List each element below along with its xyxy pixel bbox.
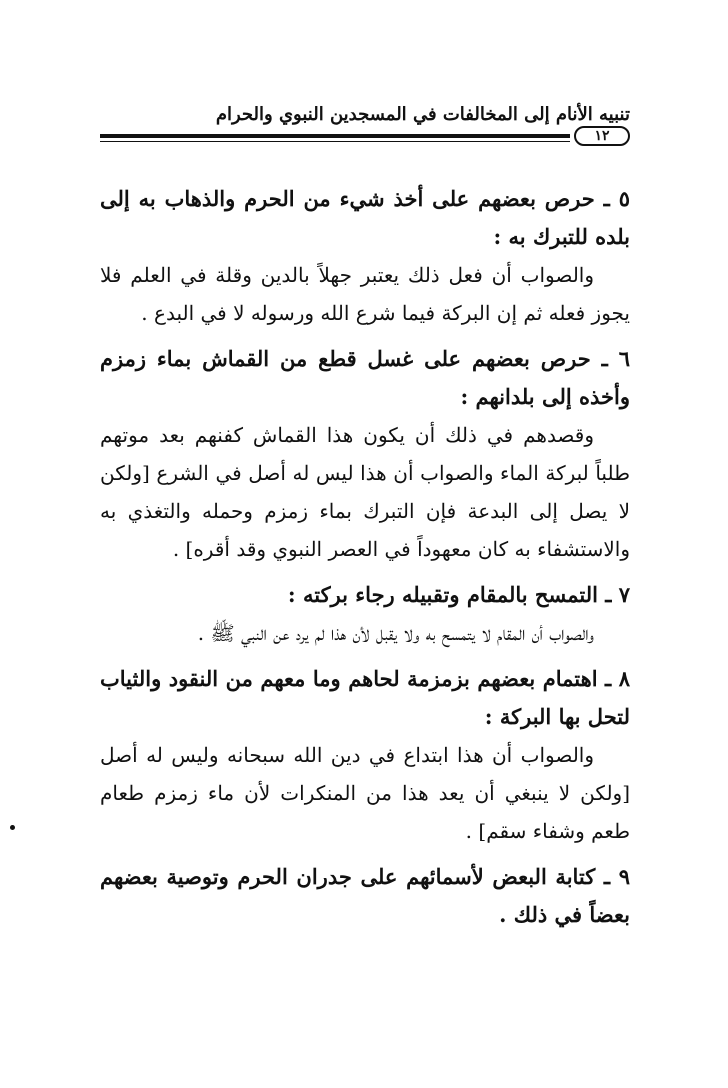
item-body-6: وقصدهم في ذلك أن يكون هذا القماش كفنهم بعد موتهم طلباً لبركة الماء والصواب أن هذا ليس له أصل في الشرع [ولكن لا يصل إلى البدعة فإن التبرك بماء زمزم وحمله والتغذي به والاستشفاء به كان معهوداً في العصر النبوي وقد أقره] . xyxy=(100,423,630,561)
header-rule-thin xyxy=(100,141,570,142)
page-number: ١٢ xyxy=(574,126,630,146)
item-heading-5: ٥ ـ حرص بعضهم على أخذ شيء من الحرم والذهاب به إلى بلده للتبرك به : xyxy=(100,186,630,249)
header-rule-thick xyxy=(100,134,570,138)
item-body-8: والصواب أن هذا ابتداع في دين الله سبحانه وليس له أصل [ولكن لا ينبغي أن يعد هذا من المنكرات لأن ماء زمزم طعام طعم وشفاء سقم] . xyxy=(100,743,630,843)
running-title: تنبيه الأنام إلى المخالفات في المسجدين النبوي والحرام xyxy=(215,104,630,125)
item-heading-7: ٧ ـ التمسح بالمقام وتقبيله رجاء بركته : xyxy=(287,582,630,607)
scan-speck xyxy=(10,825,15,830)
page-header xyxy=(100,100,630,150)
item-heading-8: ٨ ـ اهتمام بعضهم بزمزمة لحاهم وما معهم من النقود والثياب لتحل بها البركة : xyxy=(100,666,630,729)
item-body-5: والصواب أن فعل ذلك يعتبر جهلاً بالدين وقلة في العلم فلا يجوز فعله ثم إن البركة فيما شرع الله ورسوله لا في البدع . xyxy=(100,263,630,325)
item-heading-6: ٦ ـ حرص بعضهم على غسل قطع من القماش بماء زمزم وأخذه إلى بلدانهم : xyxy=(100,346,630,409)
page-content xyxy=(100,180,630,934)
item-heading-9: ٩ ـ كتابة البعض لأسمائهم على جدران الحرم وتوصية بعضهم بعضاً في ذلك . xyxy=(100,864,630,927)
item-body-7: والصواب أن المقام لا يتمسح به ولا يقبل لأن هذا لم يرد عن النبي ﷺ . xyxy=(197,621,594,645)
